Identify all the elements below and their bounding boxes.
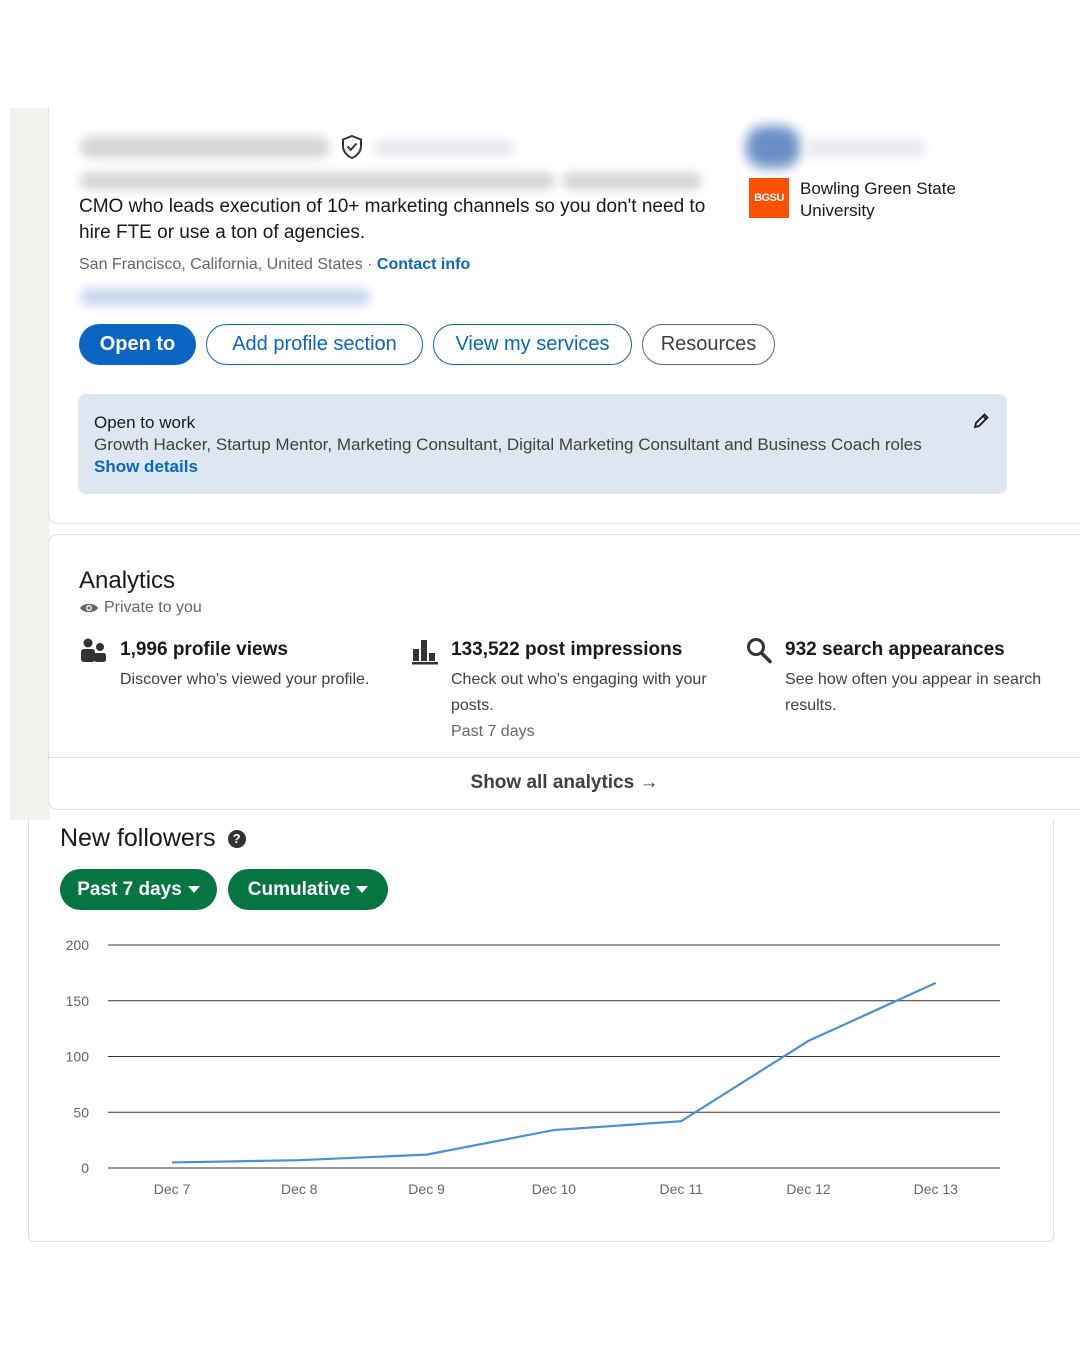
redacted-company xyxy=(806,140,926,156)
shield-check-icon xyxy=(340,134,364,160)
x-tick-label: Dec 13 xyxy=(913,1181,958,1197)
bgsu-logo: BGSU xyxy=(749,178,789,218)
mode-dropdown[interactable] xyxy=(228,869,388,910)
redacted-connections xyxy=(80,288,370,306)
privacy-note xyxy=(79,599,202,617)
add-profile-section-button[interactable]: Add profile section xyxy=(206,324,423,365)
resources-button[interactable]: Resources xyxy=(642,324,775,365)
privacy-text: Private to you xyxy=(104,599,202,616)
range-dropdown-label: Past 7 days xyxy=(77,878,182,900)
profile-headline: CMO who leads execution of 10+ marketing channels so you don't need to hire FTE or use a ton of agencies. xyxy=(79,196,706,243)
open-to-work-roles: Growth Hacker, Startup Mentor, Marketing Consultant, Digital Marketing Consultant and Business Coach roles xyxy=(94,435,922,454)
location-separator: · xyxy=(367,256,373,273)
caret-down-icon xyxy=(356,886,368,893)
open-to-work-panel xyxy=(78,394,1007,494)
post-impressions-desc xyxy=(451,667,711,745)
open-to-button[interactable]: Open to xyxy=(79,324,196,365)
profile-views-desc: Discover who's viewed your profile. xyxy=(120,671,370,688)
y-tick-label: 100 xyxy=(65,1048,89,1065)
y-tick-label: 150 xyxy=(65,992,89,1009)
caret-down-icon xyxy=(188,886,200,893)
profile-location xyxy=(79,256,470,274)
redacted-headline-line xyxy=(80,172,555,190)
series-line xyxy=(172,983,936,1163)
x-tick-label: Dec 8 xyxy=(281,1181,318,1197)
followers-title: New followers xyxy=(60,824,216,852)
analytics-title: Analytics xyxy=(79,567,176,594)
company-logo-blurred xyxy=(746,126,800,168)
help-icon[interactable]: ? xyxy=(228,830,246,848)
location-text: San Francisco, California, United States xyxy=(79,256,363,273)
eye-icon xyxy=(79,601,99,615)
x-tick-label: Dec 10 xyxy=(531,1181,577,1197)
show-all-analytics-link[interactable]: Show all analytics → xyxy=(470,772,659,793)
education-entry[interactable] xyxy=(749,178,1000,222)
profile-views-title: 1,996 profile views xyxy=(120,639,288,660)
post-impressions-title: 133,522 post impressions xyxy=(451,639,683,660)
analytics-divider xyxy=(49,757,1080,758)
post-impressions-text: Check out who's engaging with your posts. xyxy=(451,671,707,714)
x-tick-label: Dec 7 xyxy=(153,1181,191,1197)
open-to-work-title: Open to work xyxy=(94,413,196,432)
education-name: Bowling Green State University xyxy=(800,179,956,220)
range-dropdown[interactable] xyxy=(60,869,217,910)
y-tick-label: 200 xyxy=(65,937,89,953)
followers-line-chart xyxy=(0,920,1080,1220)
followers-title-row xyxy=(60,824,246,853)
redacted-text xyxy=(374,140,514,156)
redacted-name xyxy=(80,136,330,158)
pencil-icon[interactable] xyxy=(971,411,991,431)
x-tick-label: Dec 9 xyxy=(408,1181,445,1197)
contact-info-link[interactable]: Contact info xyxy=(376,256,471,273)
x-tick-label: Dec 12 xyxy=(786,1181,831,1197)
page-background-strip xyxy=(10,108,50,820)
search-appearances-title: 932 search appearances xyxy=(785,639,1005,660)
x-tick-label: Dec 11 xyxy=(659,1181,703,1197)
people-icon xyxy=(80,637,108,665)
view-my-services-button[interactable]: View my services xyxy=(433,324,632,365)
search-appearances-desc: See how often you appear in search results. xyxy=(785,671,1042,714)
mode-dropdown-label: Cumulative xyxy=(247,878,351,900)
y-tick-label: 50 xyxy=(73,1104,89,1121)
redacted-headline-line-2 xyxy=(562,172,702,190)
search-icon xyxy=(745,637,773,665)
bar-chart-icon xyxy=(411,637,439,665)
post-impressions-period: Past 7 days xyxy=(451,723,535,740)
y-tick-label: 0 xyxy=(81,1160,89,1176)
show-details-link[interactable]: Show details xyxy=(94,457,198,476)
